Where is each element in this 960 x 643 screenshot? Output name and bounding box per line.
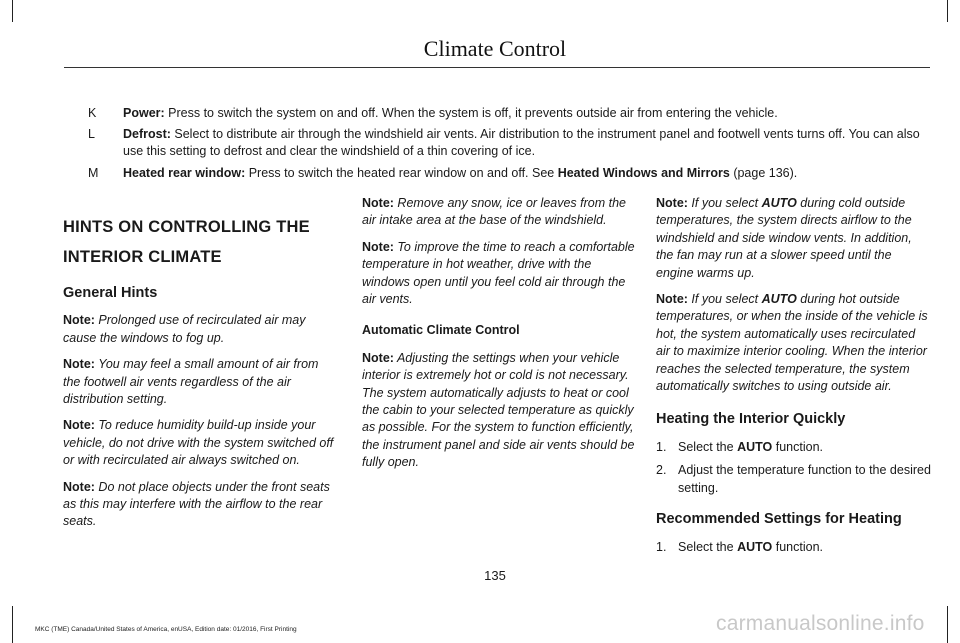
note-text: Adjusting the settings when your vehicle interior is extremely hot or cold is not necessary. The system automatically adjusts to heat or cool the cabin to your selected temperature as quickly as possible. For the system to function efficiently, the instrument panel and side air vents should be fully open.: [362, 350, 635, 470]
list-number: 1.: [656, 439, 667, 454]
page-header-title: Climate Control: [423, 36, 567, 61]
note: [656, 195, 932, 282]
definition-body: [123, 165, 923, 182]
note: [63, 356, 339, 408]
note: [362, 195, 638, 230]
crop-mark: [12, 0, 13, 22]
crop-mark: [947, 606, 948, 643]
subheading: Automatic Climate Control: [362, 323, 520, 338]
note-text-part: If you select: [687, 292, 762, 307]
definition-suffix: (page 136).: [729, 166, 798, 180]
list-text: function.: [772, 539, 823, 554]
definition-body: [123, 126, 923, 160]
section-heading: [63, 215, 339, 269]
note-text: Prolonged use of recirculated air may cause the windows to fog up.: [63, 313, 306, 345]
section-heading-line: HINTS ON CONTROLLING THE: [63, 218, 310, 236]
definition-body: [123, 105, 923, 122]
definition-term: Defrost:: [123, 127, 171, 141]
list-item: [656, 462, 932, 497]
note-label: Note:: [63, 313, 95, 328]
note-text-part: during cold outside temperatures, the system directs airflow to the windshield and side window vents. In addition, the fan may run at a slower speed until the engine warms up.: [656, 196, 912, 280]
note-text: To reduce humidity build-up inside your vehicle, do not drive with the system switched off or with recirculated air always switched on.: [63, 418, 334, 468]
list-item: [656, 539, 932, 556]
column-3: [656, 195, 932, 566]
column-2: [362, 195, 638, 481]
subheading: General Hints: [63, 285, 158, 301]
crop-mark: [947, 0, 948, 22]
auto-keyword: AUTO: [761, 196, 797, 210]
definition-key: L: [88, 127, 95, 141]
note-text-part: If you select: [687, 196, 762, 210]
note: [656, 291, 932, 395]
note: [63, 417, 339, 469]
column-1: [63, 195, 339, 540]
definition-text: Press to switch the system on and off. When the system is off, it prevents outside air from entering the vehicle.: [164, 106, 778, 120]
note-text: You may feel a small amount of air from the footwell air vents regardless of the air distribution setting.: [63, 357, 319, 407]
note-label: Note:: [656, 196, 688, 210]
note-label: Note:: [362, 239, 394, 254]
cross-reference-link[interactable]: Heated Windows and Mirrors: [557, 166, 730, 180]
definition-term: Power:: [123, 106, 165, 120]
footer-edition-info: MKC (TME) Canada/United States of America, enUSA, Edition date: 01/2016, First Printing: [35, 626, 297, 633]
list-number: 2.: [656, 463, 667, 478]
note-text: To improve the time to reach a comfortable temperature in hot weather, drive with the windows open until you feel cold air through the air vents.: [362, 239, 635, 307]
crop-mark: [12, 606, 13, 643]
note-label: Note:: [63, 418, 95, 433]
list-text: Adjust the temperature function to the desired setting.: [678, 463, 931, 495]
note-label: Note:: [63, 479, 95, 494]
note-text: [656, 292, 928, 393]
definition-text: Select to distribute air through the windshield air vents. Air distribution to the instrument panel and footwell vents turns off. You can also use this setting to defrost and clear the windshield of a thin covering of ice.: [123, 127, 920, 158]
auto-keyword: AUTO: [737, 439, 773, 454]
note-text: Do not place objects under the front seats as this may interfere with the airflow to the rear seats.: [63, 479, 330, 529]
steps-list: [656, 439, 932, 497]
note: [362, 350, 638, 472]
note-text-part: during hot outside temperatures, or when the inside of the vehicle is hot, the system automatically uses recirculated air to maximize interior cooling. When the interior reaches the selected temperature, the system automatically switches to using outside air.: [656, 292, 928, 394]
note-label: Note:: [362, 196, 394, 210]
list-item: [656, 439, 932, 456]
note-text: Remove any snow, ice or leaves from the air intake area at the base of the windshield.: [362, 196, 627, 228]
note: [63, 479, 339, 531]
subheading: Heating the Interior Quickly: [656, 411, 846, 428]
list-text: Select the: [678, 439, 738, 454]
section-heading-line: INTERIOR CLIMATE: [63, 248, 222, 266]
note-label: Note:: [656, 292, 688, 307]
list-number: 1.: [656, 539, 667, 554]
subheading: Recommended Settings for Heating: [656, 511, 902, 528]
definition-text: Press to switch the heated rear window on and off. See: [245, 166, 558, 180]
watermark-logo: carmanualsonline.info: [716, 612, 925, 635]
note: [362, 239, 638, 309]
auto-keyword: AUTO: [737, 539, 773, 554]
definition-key: K: [88, 106, 97, 120]
auto-keyword: AUTO: [761, 292, 797, 307]
definition-term: Heated rear window:: [123, 166, 246, 180]
list-text: Select the: [678, 539, 738, 554]
steps-list: [656, 539, 932, 556]
note-label: Note:: [63, 357, 95, 372]
list-text: function.: [772, 439, 823, 454]
page-number: 135: [484, 568, 506, 583]
definition-key: M: [88, 166, 99, 180]
note-text: [656, 196, 912, 280]
note-label: Note:: [362, 350, 394, 365]
note: [63, 312, 339, 347]
header-rule: [64, 67, 930, 68]
